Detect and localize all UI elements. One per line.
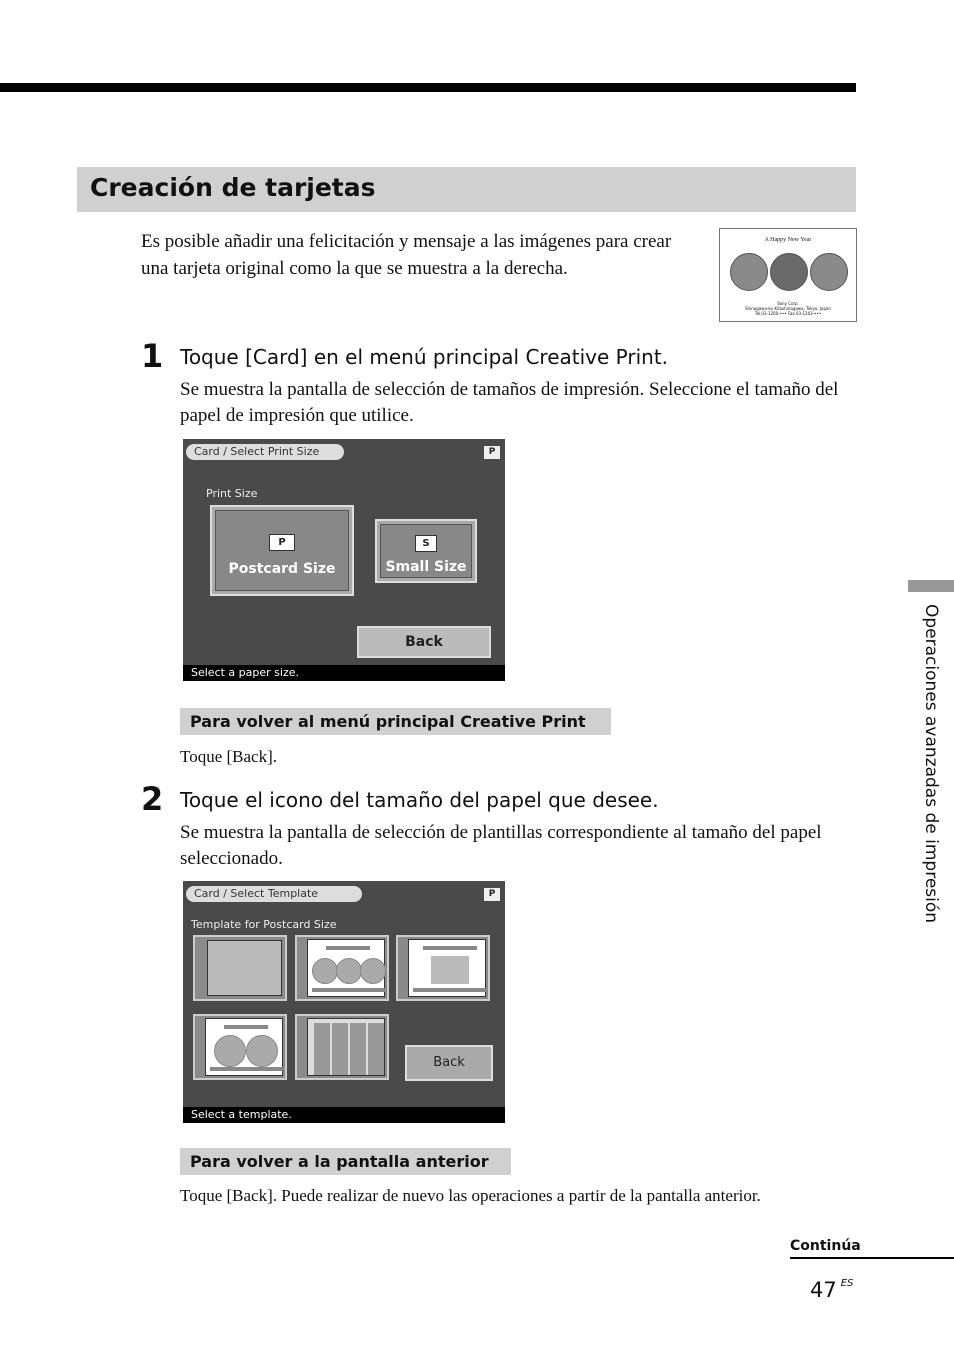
continues-label: Continúa [790, 1238, 861, 1254]
template-label: Template for Postcard Size [191, 918, 337, 931]
screen-status-bar: Select a template. [183, 1107, 505, 1123]
template-screen [183, 881, 505, 1123]
card-photo-1 [730, 253, 768, 291]
sidebar-tab-marker [908, 580, 954, 592]
back-button[interactable]: Back [405, 1045, 493, 1081]
template-1[interactable] [193, 935, 287, 1001]
continues-rule [790, 1257, 954, 1259]
subheading-back-to-previous-body: Toque [Back]. Puede realizar de nuevo las operaciones a partir de la pantalla anterior. [180, 1186, 761, 1205]
card-photo-2 [770, 253, 808, 291]
card-footer-line2: Shinagawa-ku Kitashinagawa, Tokyo, Japan [745, 306, 831, 311]
template-5[interactable] [295, 1014, 389, 1080]
screen-title: Card / Select Print Size [186, 444, 344, 460]
small-icon: S [415, 535, 437, 552]
top-rule [0, 83, 856, 92]
step-2-number: 2 [141, 780, 164, 818]
template-2[interactable] [295, 935, 389, 1001]
print-size-label: Print Size [206, 487, 258, 500]
step-2-description: Se muestra la pantalla de selección de plantillas correspondiente al tamaño del papel seleccionado. [180, 822, 822, 869]
back-button[interactable]: Back [357, 626, 491, 658]
intro-paragraph: Es posible añadir una felicitación y mensaje a las imágenes para crear una tarjeta original como la que se muestra a la derecha. [141, 231, 672, 279]
postcard-mode-badge: P [484, 446, 500, 459]
subheading-back-to-main: Para volver al menú principal Creative Print [180, 708, 611, 735]
screen-title: Card / Select Template [186, 886, 362, 902]
card-greeting: A Happy New Year [764, 237, 812, 243]
card-footer-text [720, 301, 856, 316]
step-1-number: 1 [141, 337, 164, 375]
card-photo-3 [810, 253, 848, 291]
page-number [810, 1278, 853, 1302]
small-size-button[interactable] [375, 519, 477, 583]
postcard-mode-badge: P [484, 888, 500, 901]
screen-status-bar: Select a paper size. [183, 665, 505, 681]
card-sample-image [719, 228, 857, 322]
card-footer-line1: Sony Corp. [777, 301, 799, 306]
sidebar-section-label: Operaciones avanzadas de impresión [921, 604, 941, 924]
postcard-icon: P [269, 534, 295, 551]
postcard-size-button[interactable] [210, 505, 354, 596]
print-size-screen [183, 439, 505, 681]
page-number-value: 47 [810, 1278, 837, 1302]
small-size-label: Small Size [385, 559, 467, 575]
page-language: ES [840, 1278, 854, 1289]
subheading-back-to-previous: Para volver a la pantalla anterior [180, 1148, 511, 1175]
step-2-title: Toque el icono del tamaño del papel que desee. [180, 788, 659, 812]
postcard-size-label: Postcard Size [228, 561, 336, 577]
template-4[interactable] [193, 1014, 287, 1080]
step-1-title: Toque [Card] en el menú principal Creative Print. [180, 345, 669, 369]
card-footer-line3: Tel.03-1200-••• Fax.03-1203-••• [754, 311, 822, 316]
section-heading-band [77, 167, 856, 212]
section-title: Creación de tarjetas [90, 173, 376, 202]
subheading-back-to-main-body: Toque [Back]. [180, 747, 277, 766]
step-1-description: Se muestra la pantalla de selección de tamaños de impresión. Seleccione el tamaño del papel de impresión que utilice. [180, 379, 839, 426]
template-3[interactable] [396, 935, 490, 1001]
